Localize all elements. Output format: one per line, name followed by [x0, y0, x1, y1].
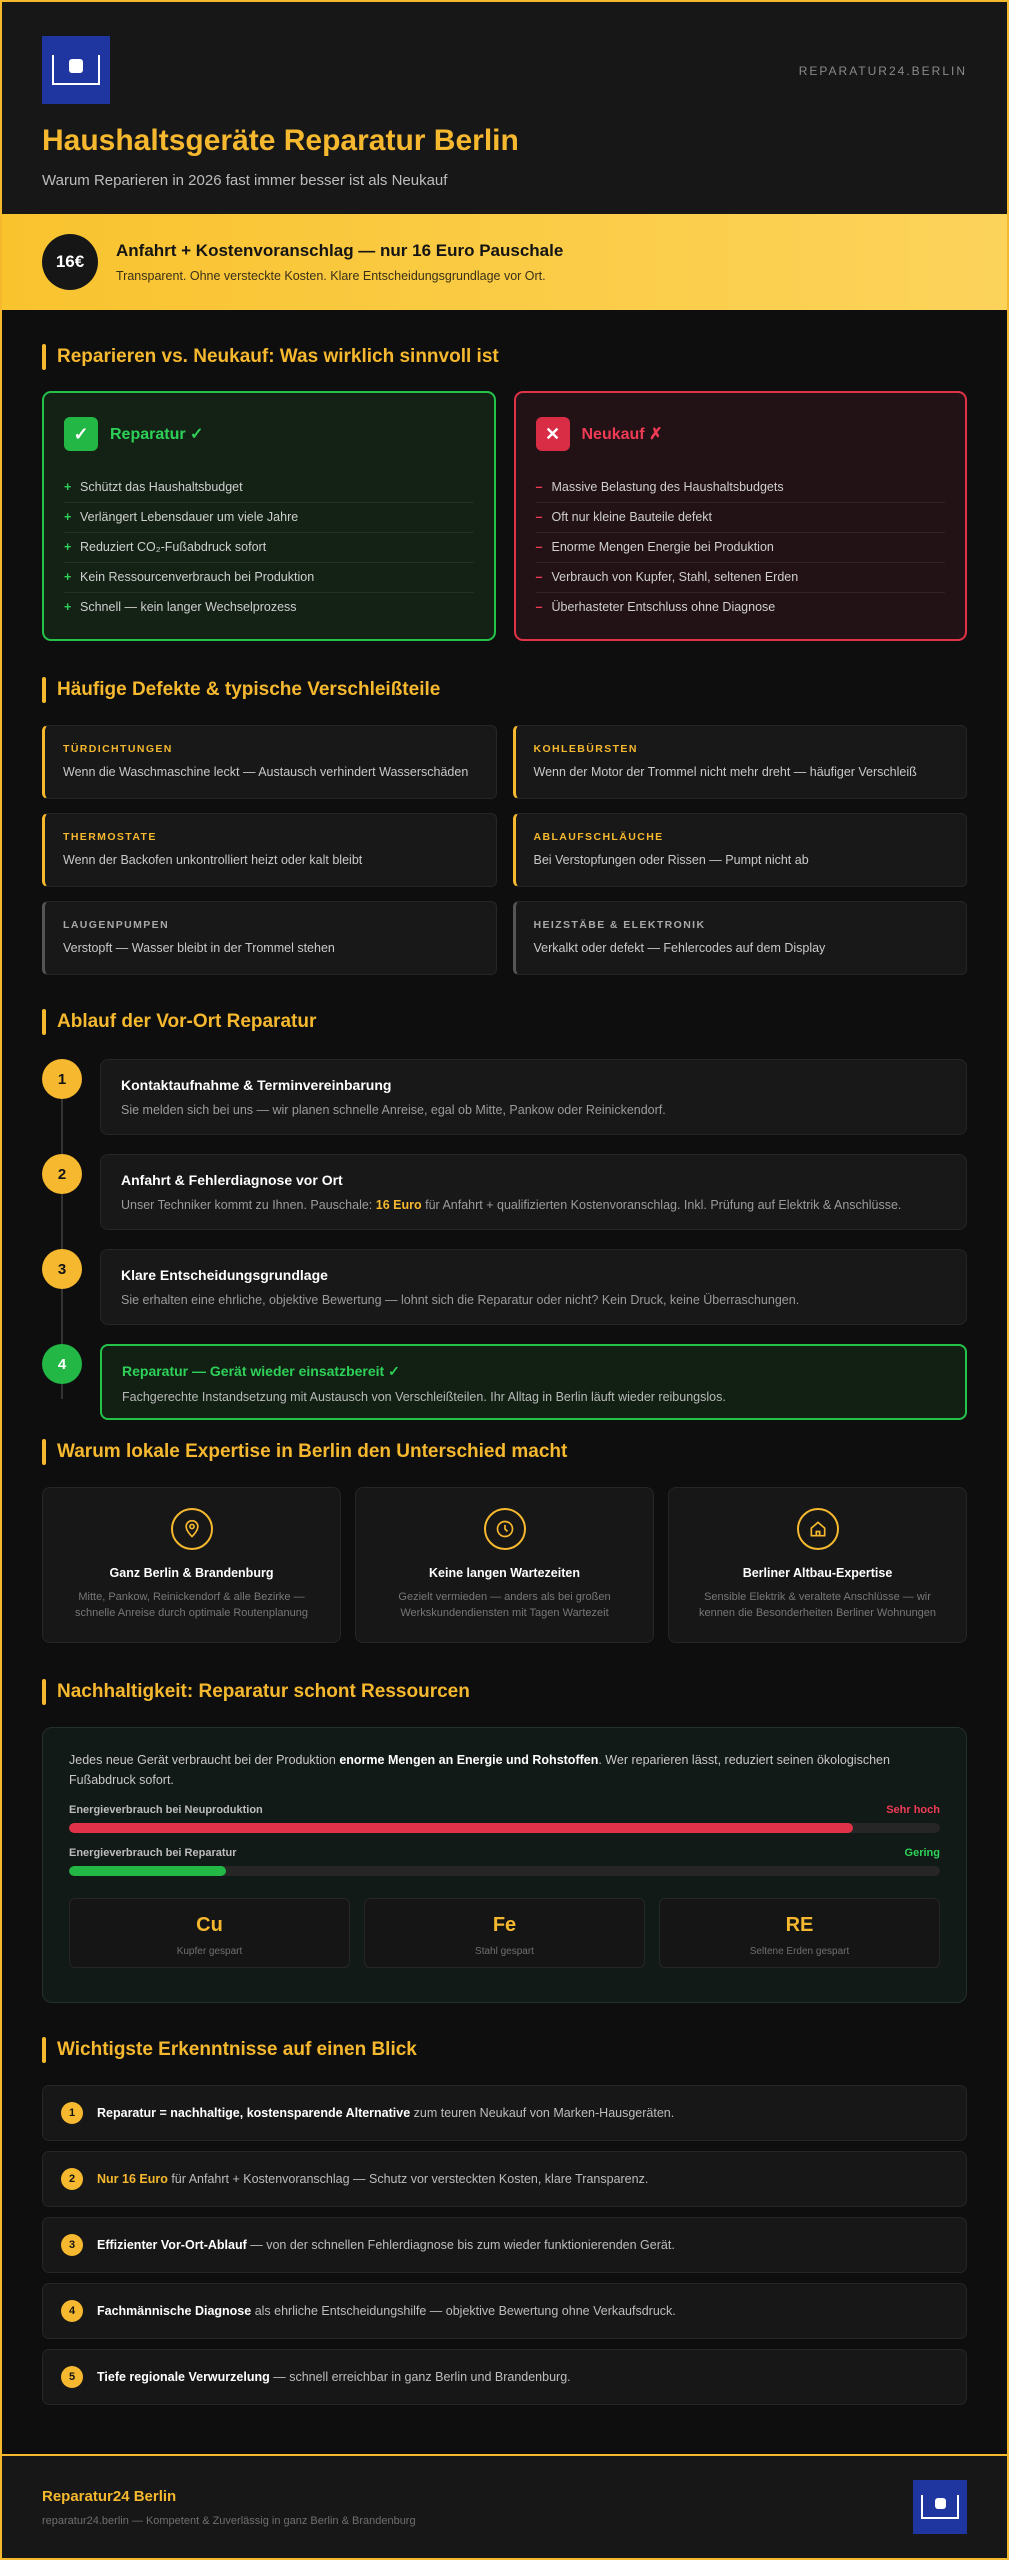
- section-title-takeaways: Wichtigste Erkenntnisse auf einen Blick: [42, 2037, 967, 2063]
- defect-title: TÜRDICHTUNGEN: [63, 743, 173, 755]
- takeaway-text: [97, 2304, 676, 2318]
- footer-subtitle: reparatur24.berlin — Kompetent & Zuverlässig in ganz Berlin & Brandenburg: [42, 2514, 416, 2527]
- takeaway-item: [42, 2217, 967, 2273]
- defect-text: Wenn die Waschmaschine leckt — Austausch verhindert Wasserschäden: [63, 765, 469, 779]
- takeaway-number: 2: [61, 2168, 83, 2190]
- repair-benefits-list: [64, 473, 474, 623]
- defect-card: [42, 725, 497, 799]
- step-number: 2: [42, 1154, 82, 1194]
- meter-track: [69, 1823, 940, 1833]
- step-card-final: [100, 1344, 967, 1420]
- section-accent-bar: [42, 1679, 46, 1705]
- defects-grid: [42, 725, 967, 975]
- expertise-text: Sensible Elektrik & veraltete Anschlüsse — wir kennen die Besonderheiten Berliner Wohnungen: [698, 1591, 937, 1619]
- material-symbol: Cu: [196, 1914, 223, 1936]
- minus-icon: –: [535, 540, 543, 554]
- minus-icon: –: [535, 600, 543, 614]
- list-item-text: Verbrauch von Kupfer, Stahl, seltenen Erden: [551, 570, 799, 584]
- takeaway-number: 3: [61, 2234, 83, 2256]
- step-text: Unser Techniker kommt zu Ihnen. Pauschale: 16 Euro für Anfahrt + qualifizierten Kostenvoranschlag. Inkl. Prüfung auf Elektrik & Anschlüsse.: [121, 1198, 902, 1212]
- section-accent-bar: [42, 677, 46, 703]
- expertise-card: [355, 1487, 654, 1643]
- takeaway-number: 1: [61, 2102, 83, 2124]
- step-text: Sie melden sich bei uns — wir planen schnelle Anreise, egal ob Mitte, Pankow oder Reinickendorf.: [121, 1103, 666, 1117]
- defect-text: Wenn der Backofen unkontrolliert heizt oder kalt bleibt: [63, 853, 363, 867]
- takeaway-item: [42, 2283, 967, 2339]
- repair-benefit-item: [64, 533, 474, 563]
- step-card: [100, 1154, 967, 1230]
- section-title-process: Ablauf der Vor-Ort Reparatur: [42, 1009, 967, 1035]
- buy-drawback-item: [536, 473, 946, 503]
- takeaway-bold: Reparatur = nachhaltige, kostensparende Alternative: [97, 2106, 411, 2120]
- takeaways-list: [42, 2085, 967, 2405]
- meter-fill: [69, 1823, 853, 1833]
- repair-benefit-item: [64, 473, 474, 503]
- minus-icon: –: [535, 510, 543, 524]
- buy-drawback-item: [536, 503, 946, 533]
- step-number: 3: [42, 1249, 82, 1289]
- step-title: Klare Entscheidungsgrundlage: [121, 1267, 328, 1283]
- step-text: Fachgerechte Instandsetzung mit Austausch von Verschleißteilen. Ihr Alltag in Berlin läuft wieder reibungslos.: [122, 1390, 726, 1404]
- step-title: Kontaktaufnahme & Terminvereinbarung: [121, 1077, 392, 1093]
- energy-meter-new: [69, 1804, 940, 1833]
- takeaway-text: [97, 2238, 675, 2252]
- takeaway-item: [42, 2151, 967, 2207]
- list-item-text: Schnell — kein langer Wechselprozess: [80, 600, 297, 614]
- defect-card: [42, 901, 497, 975]
- repair-benefit-item: [64, 503, 474, 533]
- takeaway-text: [97, 2370, 571, 2384]
- buy-drawback-item: [536, 533, 946, 563]
- section-accent-bar: [42, 1439, 46, 1465]
- defect-title: KOHLEBÜRSTEN: [533, 743, 638, 755]
- expertise-title: Keine langen Wartezeiten: [429, 1566, 580, 1580]
- material-label: Stahl gespart: [475, 1946, 534, 1957]
- footer-logo[interactable]: [913, 2480, 967, 2534]
- repair-benefit-item: [64, 593, 474, 623]
- expertise-text: Mitte, Pankow, Reinickendorf & alle Bezirke — schnelle Anreise durch optimale Routenplanung: [75, 1591, 308, 1619]
- list-item-text: Oft nur kleine Bauteile defekt: [551, 510, 713, 524]
- logo-screen-icon: [921, 2495, 959, 2519]
- meter-track: [69, 1866, 940, 1876]
- meter-fill: [69, 1866, 226, 1876]
- takeaway-rest: zum teuren Neukauf von Marken-Hausgeräten.: [410, 2106, 675, 2120]
- buy-card: [514, 391, 968, 641]
- step-title: Reparatur — Gerät wieder einsatzbereit ✓: [122, 1363, 400, 1379]
- logo[interactable]: [42, 36, 110, 104]
- list-item-text: Kein Ressourcenverbrauch bei Produktion: [80, 570, 315, 584]
- footer-brand: Reparatur24 Berlin: [42, 2487, 177, 2505]
- logo-screen-icon: [52, 55, 100, 85]
- material-card: [364, 1898, 645, 1968]
- banner-title: Anfahrt + Kostenvoranschlag — nur 16 Euro Pauschale: [116, 241, 564, 260]
- material-label: Kupfer gespart: [176, 1946, 243, 1957]
- material-symbol: RE: [785, 1914, 814, 1936]
- page-subtitle: Warum Reparieren in 2026 fast immer besser ist als Neukauf: [42, 172, 448, 189]
- meter-label: Energieverbrauch bei Neuproduktion: [69, 1804, 263, 1816]
- plus-icon: +: [64, 480, 72, 494]
- energy-meter-repair: [69, 1847, 940, 1876]
- plus-icon: +: [64, 540, 72, 554]
- price-highlight: 16 Euro: [375, 1198, 422, 1212]
- takeaway-bold: Fachmännische Diagnose: [97, 2304, 252, 2318]
- takeaway-bold: Tiefe regionale Verwurzelung: [97, 2370, 270, 2384]
- takeaway-number: 5: [61, 2366, 83, 2388]
- minus-icon: –: [535, 570, 543, 584]
- site-footer: [2, 2454, 1007, 2558]
- list-item-text: Reduziert CO₂-Fußabdruck sofort: [80, 540, 267, 554]
- defect-text: Verkalkt oder defekt — Fehlercodes auf dem Display: [533, 941, 826, 955]
- plus-icon: +: [64, 600, 72, 614]
- price-banner: [2, 214, 1007, 310]
- defect-text: Verstopft — Wasser bleibt in der Trommel stehen: [63, 941, 335, 955]
- price-badge: 16€: [42, 234, 98, 290]
- takeaway-rest: — von der schnellen Fehlerdiagnose bis zum wieder funktionierenden Gerät.: [246, 2238, 675, 2252]
- defect-text: Wenn der Motor der Trommel nicht mehr dreht — häufiger Verschleiß: [533, 765, 917, 779]
- materials-grid: [69, 1898, 940, 1968]
- check-icon: ✓: [64, 417, 98, 451]
- takeaway-text: [97, 2172, 648, 2186]
- repair-card-title: Reparatur ✓: [110, 426, 204, 443]
- takeaway-bold: Effizienter Vor-Ort-Ablauf: [97, 2238, 247, 2252]
- takeaway-rest: als ehrliche Entscheidungshilfe — objektive Bewertung ohne Verkaufsdruck.: [251, 2304, 676, 2318]
- expertise-text: Gezielt vermieden — anders als bei großen Werkskundendiensten mit Tagen Wartezeit: [398, 1591, 611, 1619]
- step-item: [42, 1344, 967, 1420]
- takeaway-item: [42, 2085, 967, 2141]
- site-header: [2, 2, 1007, 214]
- defect-title: HEIZSTÄBE & ELEKTRONIK: [533, 919, 706, 931]
- repair-benefit-item: [64, 563, 474, 593]
- expertise-card: [668, 1487, 967, 1643]
- step-number: 1: [42, 1059, 82, 1099]
- step-number: 4: [42, 1344, 82, 1384]
- material-card: [69, 1898, 350, 1968]
- meter-value: Sehr hoch: [886, 1804, 940, 1816]
- step-text: Sie erhalten eine ehrliche, objektive Bewertung — lohnt sich die Reparatur oder nicht? Kein Druck, keine Überraschungen.: [121, 1293, 800, 1307]
- section-accent-bar: [42, 344, 46, 370]
- section-title-compare: Reparieren vs. Neukauf: Was wirklich sinnvoll ist: [42, 344, 967, 370]
- list-item-text: Überhasteter Entschluss ohne Diagnose: [551, 600, 776, 614]
- defect-card: [513, 725, 968, 799]
- defect-text: Bei Verstopfungen oder Rissen — Pumpt nicht ab: [533, 853, 809, 867]
- step-item: [42, 1154, 967, 1230]
- section-title-sustainability: Nachhaltigkeit: Reparatur schont Ressourcen: [42, 1679, 967, 1705]
- step-card: [100, 1249, 967, 1325]
- step-item: [42, 1249, 967, 1325]
- page-title: Haushaltsgeräte Reparatur Berlin: [42, 124, 519, 157]
- step-title: Anfahrt & Fehlerdiagnose vor Ort: [121, 1172, 343, 1188]
- material-card: [659, 1898, 940, 1968]
- step-item: [42, 1059, 967, 1135]
- meter-value: Gering: [904, 1847, 940, 1859]
- close-icon: ✕: [536, 417, 570, 451]
- buy-drawback-item: [536, 563, 946, 593]
- takeaway-number: 4: [61, 2300, 83, 2322]
- takeaway-bold: Nur 16 Euro: [97, 2172, 168, 2186]
- map-pin-icon: [171, 1508, 213, 1550]
- section-accent-bar: [42, 1009, 46, 1035]
- defect-card: [513, 901, 968, 975]
- section-accent-bar: [42, 2037, 46, 2063]
- section-title-expertise: Warum lokale Expertise in Berlin den Unterschied macht: [42, 1439, 967, 1465]
- compare-grid: [42, 391, 967, 641]
- clock-icon: [484, 1508, 526, 1550]
- expertise-title: Ganz Berlin & Brandenburg: [109, 1566, 274, 1580]
- list-item-text: Verlängert Lebensdauer um viele Jahre: [80, 510, 299, 524]
- list-item-text: Massive Belastung des Haushaltsbudgets: [551, 480, 784, 494]
- minus-icon: –: [535, 480, 543, 494]
- defect-title: ABLAUFSCHLÄUCHE: [533, 831, 664, 843]
- buy-drawbacks-list: [536, 473, 946, 623]
- defect-card: [42, 813, 497, 887]
- meter-label: Energieverbrauch bei Reparatur: [69, 1847, 237, 1859]
- defect-card: [513, 813, 968, 887]
- list-item-text: Schützt das Haushaltsbudget: [80, 480, 243, 494]
- step-card: [100, 1059, 967, 1135]
- list-item-text: Enorme Mengen Energie bei Produktion: [551, 540, 774, 554]
- defect-title: LAUGENPUMPEN: [63, 919, 170, 931]
- takeaway-item: [42, 2349, 967, 2405]
- repair-card: [42, 391, 496, 641]
- brand-url: REPARATUR24.BERLIN: [798, 64, 967, 78]
- takeaway-text: [97, 2106, 674, 2120]
- house-icon: [797, 1508, 839, 1550]
- buy-drawback-item: [536, 593, 946, 623]
- takeaway-rest: für Anfahrt + Kostenvoranschlag — Schutz vor versteckten Kosten, klare Transparenz.: [167, 2172, 649, 2186]
- material-symbol: Fe: [492, 1914, 517, 1936]
- plus-icon: +: [64, 510, 72, 524]
- expertise-title: Berliner Altbau-Expertise: [742, 1566, 893, 1580]
- sustainability-intro: Jedes neue Gerät verbraucht bei der Produktion enorme Mengen an Energie und Rohstoffen. Wer reparieren lässt, reduziert seinen ökologischen Fußabdruck sofort.: [69, 1753, 890, 1787]
- expertise-card: [42, 1487, 341, 1643]
- process-steps: [42, 1059, 967, 1420]
- banner-subtitle: Transparent. Ohne versteckte Kosten. Klare Entscheidungsgrundlage vor Ort.: [116, 269, 546, 283]
- material-label: Seltene Erden gespart: [749, 1946, 850, 1957]
- takeaway-rest: — schnell erreichbar in ganz Berlin und Brandenburg.: [269, 2370, 571, 2384]
- plus-icon: +: [64, 570, 72, 584]
- section-title-defects: Häufige Defekte & typische Verschleißteile: [42, 677, 967, 703]
- expertise-grid: [42, 1487, 967, 1643]
- buy-card-title: Neukauf ✗: [581, 426, 663, 443]
- sustainability-panel: [42, 1727, 967, 2003]
- defect-title: THERMOSTATE: [63, 831, 157, 843]
